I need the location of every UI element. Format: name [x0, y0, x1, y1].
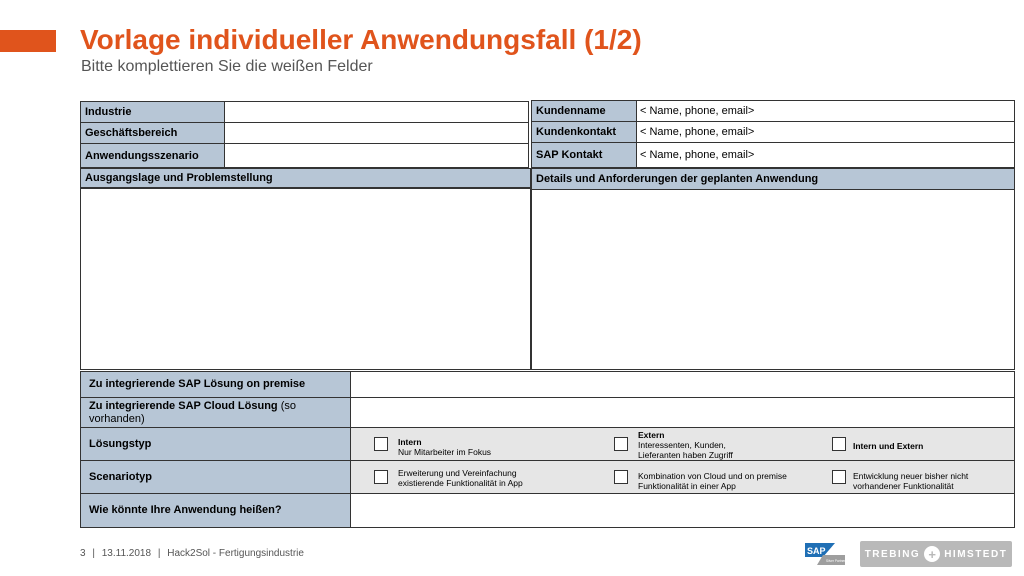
sap-partner-text: Silver Partner: [826, 559, 845, 563]
option-kombination: [614, 470, 788, 491]
kombination-checkbox[interactable]: [614, 470, 628, 484]
trebing-himstedt-logo: [860, 541, 1012, 567]
geschaeftsbereich-label: Geschäftsbereich: [80, 122, 225, 144]
footer-page: 3: [80, 548, 86, 559]
option-intern: [374, 437, 491, 457]
details-textarea[interactable]: [531, 189, 1015, 370]
erweiterung-checkbox[interactable]: [374, 470, 388, 484]
option-entwicklung: [832, 470, 993, 491]
footer-event: Hack2Sol - Fertigungsindustrie: [167, 548, 304, 559]
option-extern: [614, 430, 748, 460]
on-premise-field[interactable]: [350, 371, 1015, 398]
intern-checkbox[interactable]: [374, 437, 388, 451]
app-name-field[interactable]: [350, 493, 1015, 528]
app-name-label: Wie könnte Ihre Anwendung heißen?: [80, 493, 351, 528]
extern-title: Extern: [638, 430, 665, 440]
kundenkontakt-label: Kundenkontakt: [531, 121, 637, 143]
option-erweiterung: [374, 470, 538, 488]
anwendungsszenario-field[interactable]: [224, 143, 529, 168]
details-header: Details und Anforderungen der geplanten Anwendung: [531, 168, 1015, 190]
loesungstyp-label: Lösungstyp: [80, 427, 351, 461]
geschaeftsbereich-field[interactable]: [224, 122, 529, 144]
industrie-label: Industrie: [80, 101, 225, 123]
sap-logo-text: SAP: [807, 546, 826, 556]
intern-extern-checkbox[interactable]: [832, 437, 846, 451]
cloud-field[interactable]: [350, 397, 1015, 428]
entwicklung-checkbox[interactable]: [832, 470, 846, 484]
page-subtitle: Bitte komplettieren Sie die weißen Felder: [81, 58, 373, 75]
accent-bar: [0, 30, 56, 52]
footer: [80, 548, 308, 559]
partner-right-text: HIMSTEDT: [944, 548, 1008, 560]
cloud-label-bold: Zu integrierende SAP Cloud Lösung: [89, 399, 278, 412]
industrie-field[interactable]: [224, 101, 529, 123]
scenariotyp-label: Scenariotyp: [80, 460, 351, 494]
page-title: Vorlage individueller Anwendungsfall (1/2): [80, 24, 642, 55]
option-intern-extern: [832, 437, 923, 451]
kundenname-label: Kundenname: [531, 100, 637, 122]
entwicklung-desc: Entwicklung neuer bisher nicht vorhandener Funktionalität: [853, 471, 969, 491]
ausgangslage-textarea[interactable]: [80, 188, 531, 370]
intern-desc: Nur Mitarbeiter im Fokus: [398, 447, 492, 457]
erweiterung-desc: Erweiterung und Vereinfachung existierende Funktionalität in App: [398, 468, 523, 488]
intern-extern-title: Intern und Extern: [853, 441, 924, 451]
plus-icon: +: [924, 546, 940, 562]
cloud-label-rest: (so vorhanden): [89, 399, 296, 425]
extern-desc: Interessenten, Kunden, Lieferanten haben Zugriff: [638, 440, 733, 460]
kundenkontakt-field[interactable]: < Name, phone, email>: [636, 121, 1015, 143]
footer-sep2: |: [157, 548, 161, 559]
extern-checkbox[interactable]: [614, 437, 628, 451]
sap-silver-partner-logo: [805, 543, 845, 565]
footer-sep1: |: [92, 548, 95, 559]
anwendungsszenario-label: Anwendungsszenario: [80, 143, 225, 168]
cloud-label: [80, 397, 351, 428]
intern-title: Intern: [398, 437, 422, 447]
sap-kontakt-field[interactable]: < Name, phone, email>: [636, 142, 1015, 168]
ausgangslage-header: Ausgangslage und Problemstellung: [80, 168, 531, 188]
sap-kontakt-label: SAP Kontakt: [531, 142, 637, 168]
kombination-desc: Kombination von Cloud und on premise Funktionalität in einer App: [638, 471, 787, 491]
on-premise-label: Zu integrierende SAP Lösung on premise: [80, 371, 351, 398]
partner-left-text: TREBING: [864, 548, 921, 560]
kundenname-field[interactable]: < Name, phone, email>: [636, 100, 1015, 122]
footer-date: 13.11.2018: [101, 548, 152, 559]
